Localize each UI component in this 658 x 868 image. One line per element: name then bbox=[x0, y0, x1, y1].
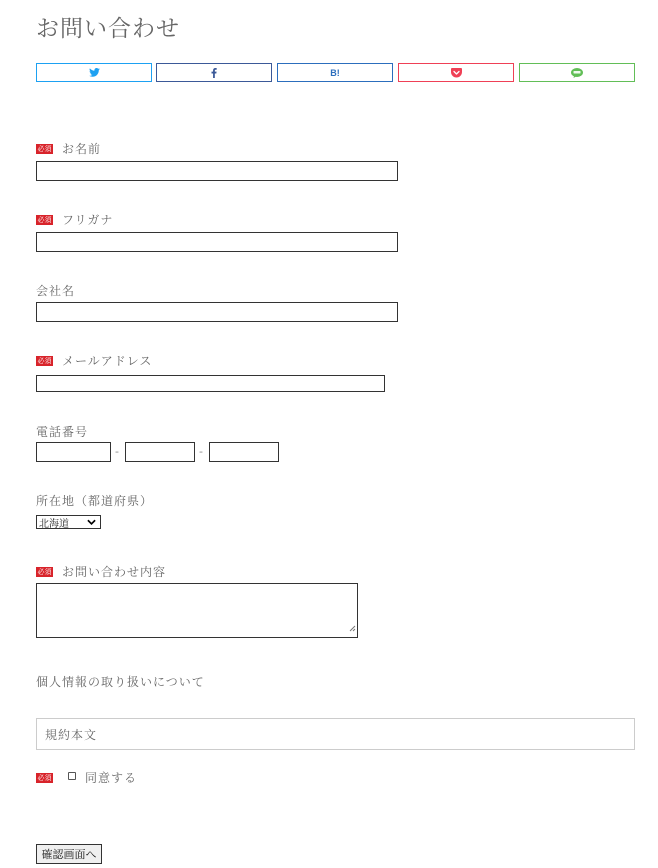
agree-checkbox[interactable] bbox=[68, 772, 76, 780]
share-hatena-button[interactable] bbox=[277, 63, 393, 82]
confirm-button[interactable]: 確認画面へ bbox=[36, 844, 102, 864]
prefecture-selected-value: 北海道 bbox=[39, 518, 69, 530]
terms-box bbox=[36, 718, 635, 750]
privacy-heading: 個人情報の取り扱いについて bbox=[36, 675, 205, 689]
resize-grip-icon[interactable] bbox=[348, 617, 356, 636]
agree-label[interactable]: 同意する bbox=[85, 771, 138, 785]
company-label: 会社名 bbox=[36, 284, 76, 298]
phone-input-part2[interactable] bbox=[125, 442, 195, 462]
email-input[interactable] bbox=[36, 375, 385, 392]
furigana-label: フリガナ bbox=[62, 213, 114, 227]
line-icon bbox=[571, 68, 583, 78]
share-line-button[interactable] bbox=[519, 63, 635, 82]
required-badge: 必須 bbox=[37, 568, 52, 576]
page-title: お問い合わせ bbox=[36, 16, 180, 42]
phone-separator: - bbox=[115, 445, 119, 458]
phone-input-part3[interactable] bbox=[209, 442, 279, 462]
company-input[interactable] bbox=[36, 302, 398, 322]
prefecture-label: 所在地（都道府県） bbox=[36, 494, 154, 508]
facebook-f-icon bbox=[211, 68, 217, 78]
chevron-down-icon bbox=[87, 518, 96, 529]
phone-separator: - bbox=[199, 445, 203, 458]
required-badge: 必須 bbox=[37, 145, 52, 153]
terms-text: 規約本文 bbox=[45, 727, 98, 742]
prefecture-select[interactable] bbox=[36, 515, 101, 529]
name-input[interactable] bbox=[36, 161, 398, 181]
phone-label: 電話番号 bbox=[36, 425, 89, 439]
furigana-input[interactable] bbox=[36, 232, 398, 252]
name-label: お名前 bbox=[62, 142, 102, 156]
hatena-bookmark-icon: B! bbox=[330, 67, 340, 78]
required-badge: 必須 bbox=[37, 216, 52, 224]
inquiry-textarea[interactable] bbox=[36, 583, 358, 638]
email-label: メールアドレス bbox=[62, 354, 153, 368]
twitter-bird-icon bbox=[89, 68, 100, 77]
required-badge: 必須 bbox=[37, 774, 52, 782]
share-facebook-button[interactable] bbox=[156, 63, 272, 82]
share-pocket-button[interactable] bbox=[398, 63, 514, 82]
inquiry-label: お問い合わせ内容 bbox=[62, 565, 167, 579]
phone-input-part1[interactable] bbox=[36, 442, 111, 462]
required-badge: 必須 bbox=[37, 357, 52, 365]
pocket-icon bbox=[451, 68, 462, 78]
share-twitter-button[interactable] bbox=[36, 63, 152, 82]
